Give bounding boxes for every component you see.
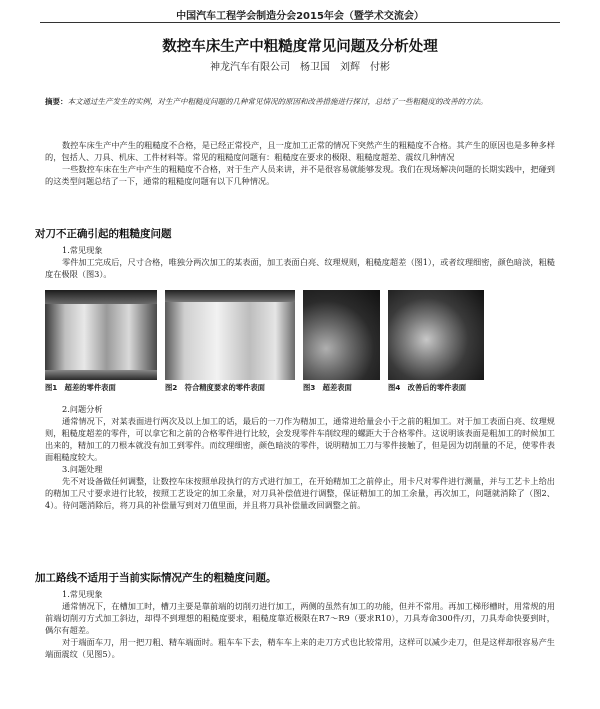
figure-4-photo xyxy=(388,290,484,380)
figure-1-caption: 图1 超差的零件表面 xyxy=(45,383,116,392)
figure-row xyxy=(45,290,565,380)
section-1-paragraph-1: 零件加工完成后，尺寸合格，唯独分两次加工的某表面，加工表面白亮、纹理规则，粗糙度超差（图1），或者纹理细密，颜色暗淡，粗糙度在极限（图3）。 xyxy=(45,257,555,279)
figure-2-caption: 图2 符合精度要求的零件表面 xyxy=(165,383,265,392)
section-1-sub-3: 3.问题处理 xyxy=(62,464,103,474)
figure-2-photo xyxy=(165,290,295,380)
section-2-sub-1: 1.常见现象 xyxy=(62,589,103,599)
figure-1-photo xyxy=(45,290,157,380)
abstract-text: 本文通过生产发生的实例，对生产中粗糙度问题的几种常见情况的原因和改善措施进行探讨，总结了一些粗糙度的改善的方法。 xyxy=(67,97,488,106)
section-2-paragraph-1: 通常情况下，在槽加工时，槽刀主要是靠前端的切削刃进行加工，两侧的虽然有加工的功能，但并不常用。再加工梯形槽时，用常规的用前端切削刃方式加工斜边，却得不到理想的粗糙度要求，粗糙度靠近极限在R7～R9（要求R10），刀具寿命300件/刃，刀具寿命快要到时，偶尔有超差。 xyxy=(45,601,555,635)
header-rule xyxy=(40,22,560,23)
section-1-paragraph-3: 先不对设备做任何调整，让数控车床按照单段执行的方式进行加工，在开始精加工之前停止，用卡尺对零件进行测量，并与工艺卡上给出的精加工尺寸要求进行比较，按照工艺设定的加工余量，对刀具补偿值进行调整，保证精加工的加工余量，再次加工，问题就消除了（图2、4）。待问题消除后，将刀具的补偿量写到对刀值里面，并且将刀具补偿量改回调整之前。 xyxy=(45,476,555,510)
figure-captions xyxy=(45,383,565,395)
abstract xyxy=(45,96,555,107)
figure-3-caption: 图3 超差表面 xyxy=(303,383,352,392)
section-1-title: 对刀不正确引起的粗糙度问题 xyxy=(35,228,172,240)
section-1-paragraph-2: 通常情况下，对某表面进行两次及以上加工的话，最后的一刀作为精加工，通常进给量会小于之前的粗加工。对于加工表面白亮、纹理规则，粗糙度超差的零件，可以拿它和之前的合格零件进行比较，会发现零件车削纹理的螺距大于合格零件。这说明该表面是粗加工的时候加工出来的，精加工的刀根本就没有加工到零件。而纹理细密，颜色暗淡的零件，说明精加工刀与零件接触了，但是因为切削量的不足，使零件表面粗糙度较大。 xyxy=(45,416,555,462)
intro-paragraph-1: 数控车床生产中产生的粗糙度不合格，是已经正常投产，且一度加工正常的情况下突然产生的粗糙度不合格。其产生的原因也是多种多样的，包括人、刀具、机床、工件材料等。常见的粗糙度问题有：粗糙度在要求的极限、粗糙度超差、震纹几种情况 xyxy=(45,140,555,162)
section-1-sub-2: 2.问题分析 xyxy=(62,404,103,414)
figure-3-photo xyxy=(303,290,380,380)
section-1-part-a xyxy=(45,244,555,280)
section-1-part-b xyxy=(45,403,555,511)
paper-title: 数控车床生产中粗糙度常见问题及分析处理 xyxy=(162,39,438,55)
section-2-paragraph-2: 对于端面车刀，用一把刀粗、精车端面时。粗车车下去，精车车上来的走刀方式也比较常用，这样可以减少走刀，但是这样却很容易产生端面震纹（见图5）。 xyxy=(45,637,555,659)
section-2-title: 加工路线不适用于当前实际情况产生的粗糙度问题。 xyxy=(35,572,277,584)
figure-4-caption: 图4 改善后的零件表面 xyxy=(388,383,467,392)
intro-paragraph-2: 一些数控车床在生产中产生的粗糙度不合格，对于生产人员来讲，并不是很容易就能够发现。我们在现场解决问题的长期实践中，把碰到的这类型问题总结了一下，通常的粗糙度问题有以下几种情况。 xyxy=(45,164,555,186)
running-head: 中国汽车工程学会制造分会2015年会（暨学术交流会） xyxy=(176,11,424,22)
intro-text xyxy=(45,139,555,187)
paper-authors: 神龙汽车有限公司 杨卫国 刘辉 付彬 xyxy=(210,62,390,73)
section-1-sub-1: 1.常见现象 xyxy=(62,245,103,255)
abstract-label: 摘要： xyxy=(45,97,68,106)
section-2-text xyxy=(45,588,555,660)
